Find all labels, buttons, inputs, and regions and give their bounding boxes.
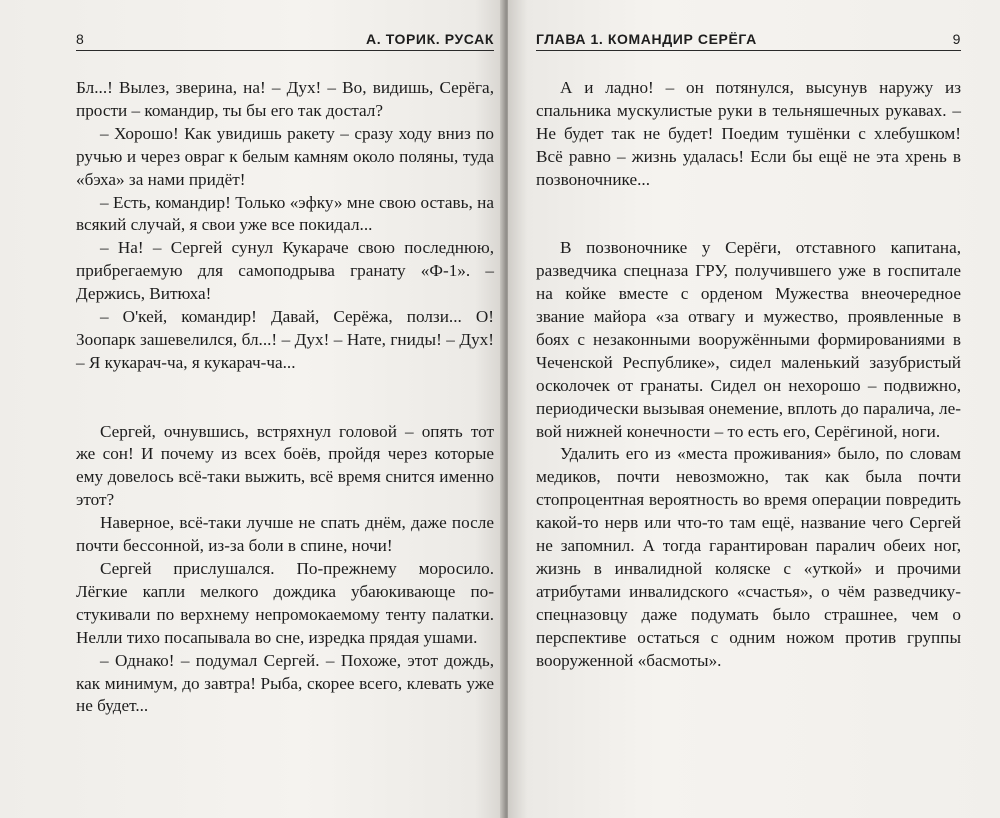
paragraph: А и ладно! – он потянулся, высунув наружу из спальника мускулистые руки в тельняшечных рукавах. – Не будет так не будет! Поедим тушёнки с хлебушком! Всё равно – жизнь удалась! Если бы ещё не эта хрень в позвоночнике... — [536, 78, 961, 189]
right-running-header — [536, 28, 961, 51]
right-header-title: ГЛАВА 1. КОМАНДИР СЕРЁГА — [536, 31, 757, 47]
paragraph: Наверное, всё-таки лучше не спать днём, даже после почти бессонной, из-за боли в спине, ночи! — [76, 513, 494, 556]
right-page — [508, 0, 1000, 818]
paragraph: – О'кей, командир! Давай, Серёжа, ползи... О! Зоопарк зашевелился, бл...! – Дух! – Нате, гниды! – Дух! – Я кукарач-ча, я кукарач-ча... — [76, 307, 494, 372]
left-running-header — [76, 28, 494, 51]
left-page-text — [76, 77, 494, 718]
paragraph: Удалить его из «места проживания» было, по словам медиков, почти невозможно, так как была почти стопроцентная вероятность во время операции повредить какой-то нерв или что-то там ещё, название чего Сергей не запомнил. А тогда гарантирован паралич обеих ног, жизнь в инвалидной коляске с «уткой» и прочими атрибутами инвалидского «счастья», о чём разведчику-спецназовцу даже подумать было страшнее, чем о перспективе остаться с одним ножом против группы вооруженной «басмоты». — [536, 444, 961, 670]
left-header-title: А. ТОРИК. РУСАК — [366, 31, 494, 47]
paragraph: – Есть, командир! Только «эфку» мне свою оставь, на всякий случай, я свои уже все покидал... — [76, 192, 494, 235]
left-page-number: 8 — [76, 31, 85, 47]
right-page-text — [536, 77, 961, 673]
paragraph: Бл...! Вылез, зверина, на! – Дух! – Во, видишь, Серёга, прости – командир, ты бы его так достал? — [76, 78, 494, 120]
paragraph: – Однако! – подумал Сергей. – Похоже, этот дождь, как минимум, до завтра! Рыба, скорее всего, клевать уже не будет... — [76, 650, 494, 716]
section-break — [76, 375, 494, 421]
section-break — [536, 192, 961, 238]
paragraph: В позвоночнике у Серёги, отставного капитана, разведчика спецназа ГРУ, получившего уже в госпитале на койке вместе с орденом Мужества внеочередное звание майора «за отвагу и мужество, проявленные в боях с незаконными вооружёнными формированиями в Чеченской Республике», сидел маленький зазубристый осколочек от гранаты. Сидел он нехорошо – подвижно, периодически вызывая онемение, вплоть до паралича, левой нижней конечности – то есть его, Серёгиной, ноги. — [536, 238, 961, 441]
paragraph: Сергей прислушался. По-прежнему моросило. Лёгкие капли мелкого дождика убаюкивающе постукивали по верхнему непромокаемому тенту палатки. Нелли тихо посапывала во сне, изредка прядая ушами. — [76, 559, 494, 647]
right-page-number: 9 — [952, 31, 961, 47]
paragraph: – Хорошо! Как увидишь ракету – сразу ходу вниз по ручью и через овраг к белым камням около поляны, туда «бэха» за нами придёт! — [76, 123, 494, 189]
paragraph: Сергей, очнувшись, встряхнул головой – опять тот же сон! И почему из всех боёв, пройдя через которые ему довелось всё-таки выжить, всё время снится именно этот? — [76, 421, 494, 510]
paragraph: – На! – Сергей сунул Кукараче свою последнюю, прибрегаемую для самоподрыва гранату «Ф-1». – Держись, Витюха! — [76, 238, 494, 304]
